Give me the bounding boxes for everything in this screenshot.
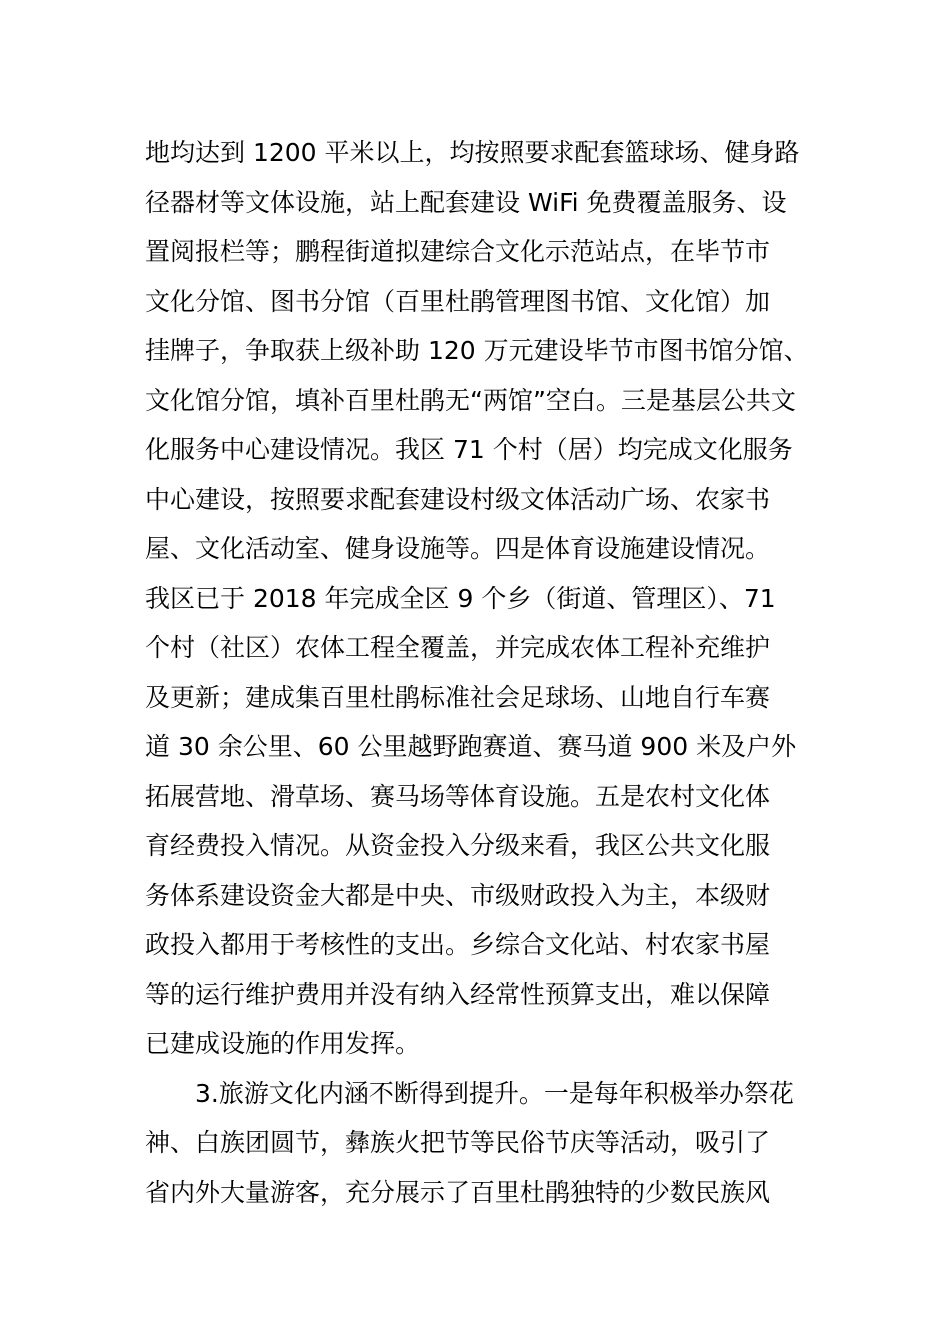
body-text	[145, 128, 825, 1217]
text-line: 挂牌子，争取获上级补助 120 万元建设毕节市图书馆分馆、	[145, 336, 809, 365]
section-heading-line: 3.旅游文化内涵不断得到提升。一是每年积极举办祭花	[195, 1078, 794, 1108]
text-line: 省内外大量游客，充分展示了百里杜鹃独特的少数民族风	[145, 1177, 771, 1207]
text-line: 政投入都用于考核性的支出。乡综合文化站、村农家书屋	[145, 930, 771, 959]
text-line: 拓展营地、滑草场、赛马场等体育设施。五是农村文化体	[145, 781, 771, 811]
text-line: 已建成设施的作用发挥。	[145, 1029, 421, 1058]
text-line: 神、白族团圆节，彝族火把节等民俗节庆等活动，吸引了	[145, 1128, 771, 1157]
text-line: 我区已于 2018 年完成全区 9 个乡（街道、管理区）、71	[145, 583, 776, 613]
text-line: 及更新；建成集百里杜鹃标准社会足球场、山地自行车赛	[145, 682, 771, 712]
text-line: 屋、文化活动室、健身设施等。四是体育设施建设情况。	[145, 534, 771, 563]
text-line: 个村（社区）农体工程全覆盖，并完成农体工程补充维护	[145, 633, 771, 662]
text-line: 中心建设，按照要求配套建设村级文体活动广场、农家书	[145, 484, 771, 514]
text-line: 化服务中心建设情况。我区 71 个村（居）均完成文化服务	[145, 435, 793, 464]
text-line: 育经费投入情况。从资金投入分级来看，我区公共文化服	[145, 831, 771, 860]
text-line: 等的运行维护费用并没有纳入经常性预算支出，难以保障	[145, 979, 771, 1009]
text-line: 径器材等文体设施，站上配套建设 WiFi 免费覆盖服务、设	[145, 187, 787, 217]
text-line: 文化分馆、图书分馆（百里杜鹃管理图书馆、文化馆）加	[145, 286, 771, 316]
text-line: 务体系建设资金大都是中央、市级财政投入为主，本级财	[145, 880, 771, 910]
text-line: 文化馆分馆，填补百里杜鹃无“两馆”空白。三是基层公共文	[145, 385, 796, 415]
text-line: 置阅报栏等；鹏程街道拟建综合文化示范站点，在毕节市	[145, 237, 771, 266]
text-line: 地均达到 1200 平米以上，均按照要求配套篮球场、健身路	[145, 138, 800, 167]
text-line: 道 30 余公里、60 公里越野跑赛道、赛马道 900 米及户外	[145, 732, 797, 761]
